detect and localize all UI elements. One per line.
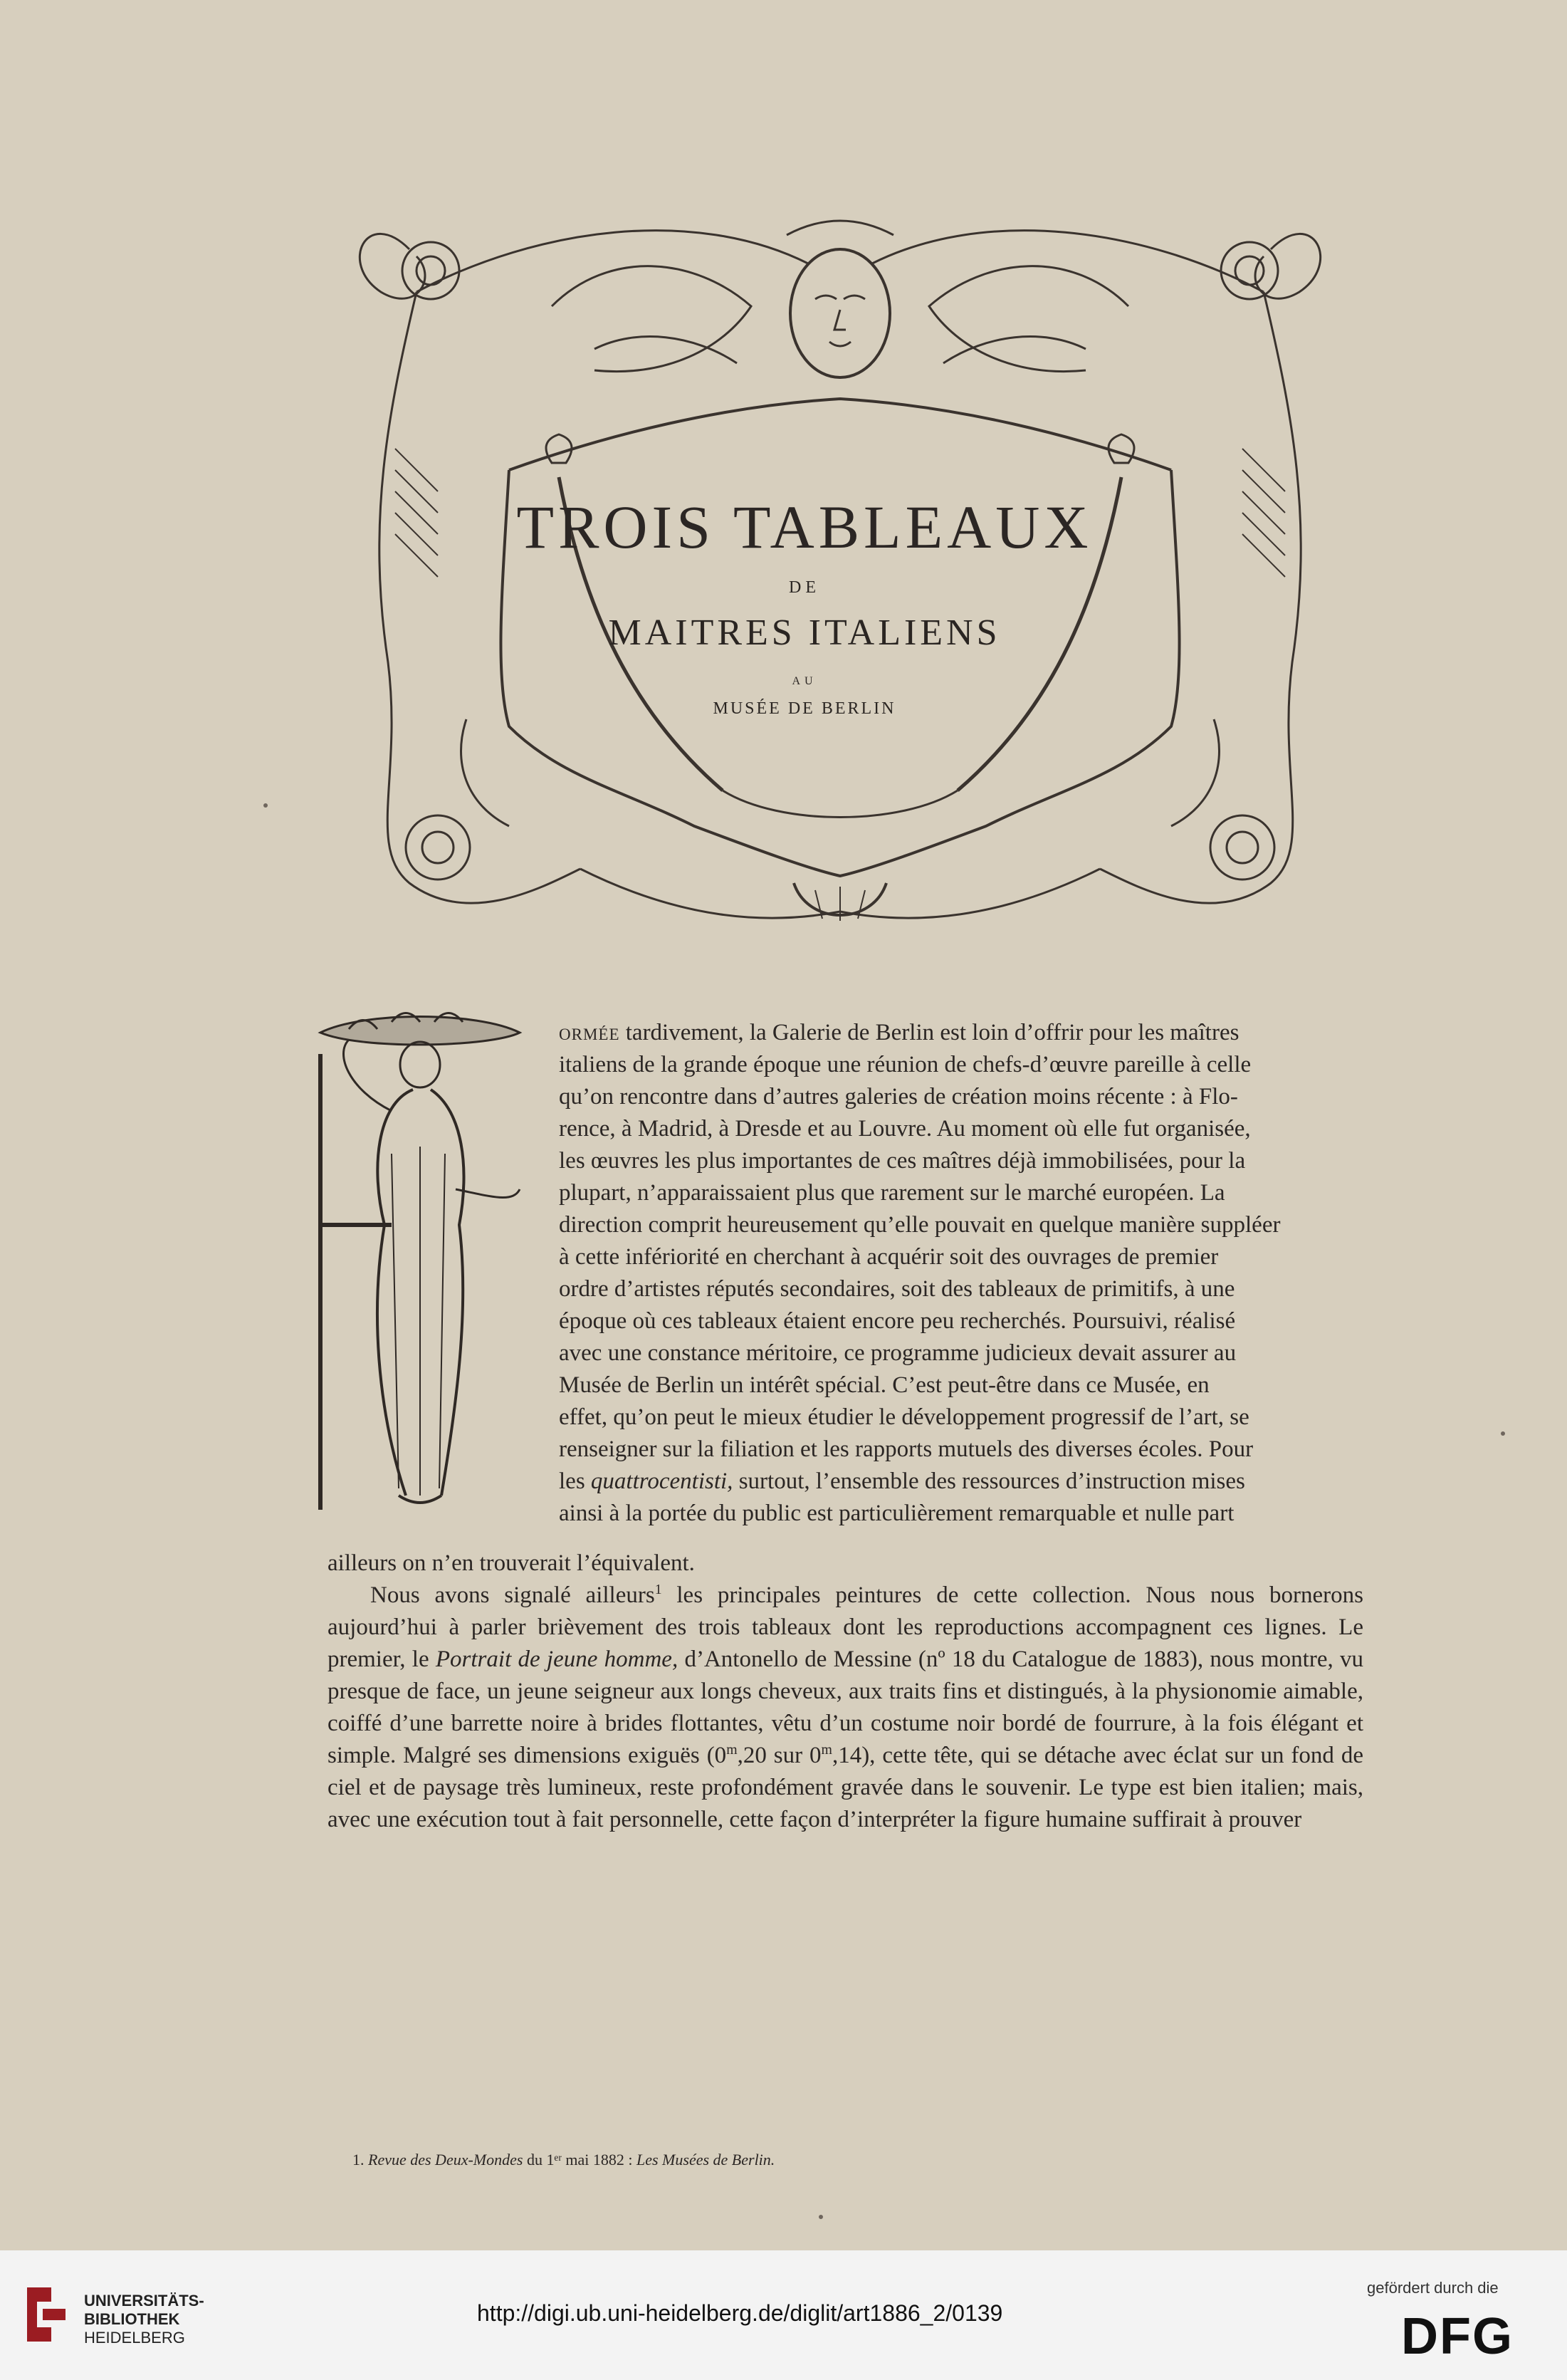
university-library-logo [23, 2280, 70, 2349]
first-word: ormée [559, 1020, 620, 1045]
museum-title: MUSÉE DE BERLIN [713, 699, 896, 718]
title-de: DE [789, 578, 820, 597]
text-line: ordre d’artistes réputés secondaires, soit des tableaux de primitifs, à une [559, 1276, 1235, 1302]
dfg-logo: DFG [1401, 2308, 1514, 2365]
funding-label: gefördert durch die [1367, 2279, 1499, 2297]
text-line: ormée tardivement, la Galerie de Berlin est loin d’offrir pour les maîtres [559, 1020, 1240, 1045]
text-line: avec une constance méritoire, ce programme judicieux devait assurer au [559, 1340, 1237, 1366]
text-line: ailleurs on n’en trouverait l’équivalent. [327, 1550, 695, 1576]
footnote: 1. Revue des Deux-Mondes du 1ᵉʳ mai 1882 : Les Musées de Berlin. [352, 2151, 775, 2168]
text-line: plupart, n’apparaissaient plus que rarement sur le marché européen. La [559, 1180, 1225, 1206]
paragraph: Nous avons signalé ailleurs$^1$ les principales peintures de cette collection. Nous nous bornerons aujourd’hui à parler brièvement des trois tableaux dont les reproductions accompagnent ces lignes. Le premier, le Portrait de jeune homme, d’Antonello de Messine (nº 18 du Catalogue de 1883), nous montre, vu presque de face, un jeune seigneur aux longs cheveux, aux traits fins et distingués, à la physionomie aimable, coiffé d’une barrette noire à brides flottantes, vêtu d’un costume noir bordé de fourrure, à la fois élégant et simple. Malgré ses dimensions exiguës (0$^m$,20 sur 0$^m$,14), cette tête, qui se détache avec éclat sur un fond de ciel et de paysage très lumineux, reste profondément gravée dans le souvenir. Le type est bien italien; mais, avec une exécution tout à fait personnelle, cette façon d’interpréter la figure humaine suffirait à prouver [327, 1582, 1363, 1832]
article-body [327, 1547, 1363, 1836]
text-line: renseigner sur la filiation et les rapports mutuels des diverses écoles. Pour [559, 1436, 1254, 1462]
title-block [498, 491, 1111, 719]
text-line: italiens de la grande époque une réunion de chefs-d’œuvre pareille à celle [559, 1052, 1252, 1077]
text-line: les quattrocentisti, surtout, l’ensemble des ressources d’instruction mises [559, 1468, 1245, 1494]
text-line: ainsi à la portée du public est particulièrement remarquable et nulle part [559, 1500, 1235, 1526]
main-title: TROIS TABLEAUX [516, 493, 1093, 561]
drop-cap-figure [306, 1011, 534, 1524]
article-opening [559, 1017, 1363, 1530]
text-line: rence, à Madrid, à Dresde et au Louvre. Au moment où elle fut organisée, [559, 1116, 1251, 1142]
text-line: effet, qu’on peut le mieux étudier le développement progressif de l’art, se [559, 1404, 1249, 1430]
paper-speck [819, 2215, 823, 2219]
paper-speck [263, 803, 268, 808]
text-line: époque où ces tableaux étaient encore peu recherchés. Poursuivi, réalisé [559, 1308, 1236, 1334]
text-line: à cette infériorité en cherchant à acquérir soit des ouvrages de premier [559, 1244, 1219, 1270]
university-library-name: UNIVERSITÄTS- BIBLIOTHEK HEIDELBERG [84, 2292, 204, 2347]
text-line: direction comprit heureusement qu’elle pouvait en quelque manière suppléer [559, 1212, 1281, 1238]
subtitle: MAITRES ITALIENS [608, 612, 1001, 653]
paper-speck [1501, 1431, 1505, 1436]
title-au: AU [792, 675, 817, 687]
footer-bar [0, 2250, 1567, 2380]
text-line: qu’on rencontre dans d’autres galeries de création moins récente : à Flo- [559, 1084, 1238, 1110]
source-url[interactable]: http://digi.ub.uni-heidelberg.de/diglit/art1886_2/0139 [477, 2300, 1003, 2326]
text-line: les œuvres les plus importantes de ces maîtres déjà immobilisées, pour la [559, 1148, 1246, 1174]
text-line: Musée de Berlin un intérêt spécial. C’est peut-être dans ce Musée, en [559, 1372, 1210, 1398]
footnote-ref: 1 [654, 1582, 662, 1597]
